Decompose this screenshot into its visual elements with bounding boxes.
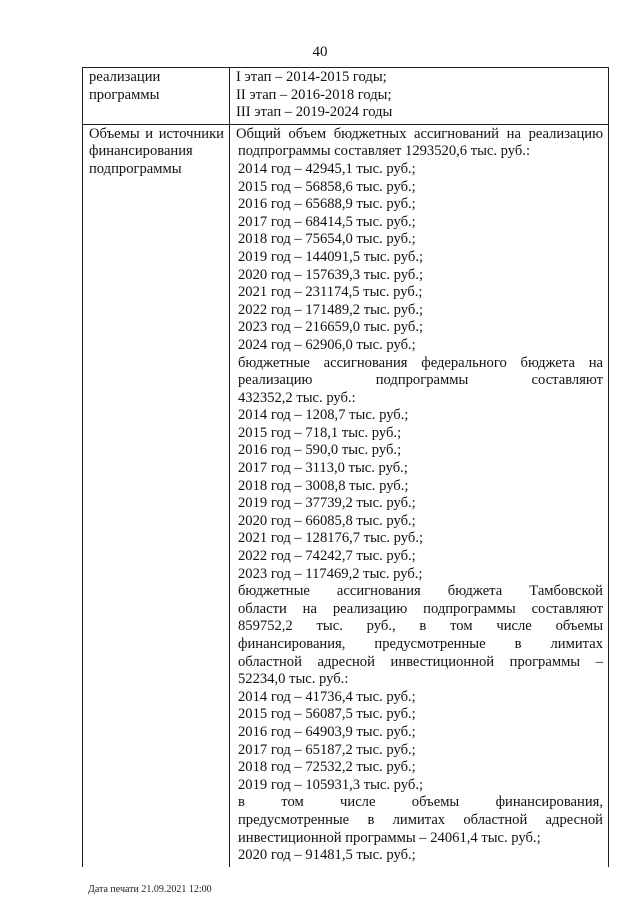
content-line: области на реализацию подпрограммы составляют: [238, 600, 603, 617]
content-line: I этап – 2014-2015 годы;: [236, 69, 387, 85]
content-line: 2015 год – 56858,6 тыс. руб.;: [238, 178, 416, 195]
row-label-cell: [83, 68, 230, 125]
content-line: 2018 год – 72532,2 тыс. руб.;: [238, 759, 416, 776]
content-line: инвестиционной программы – 24061,4 тыс. руб.;: [238, 829, 541, 846]
content-line: 2014 год – 1208,7 тыс. руб.;: [238, 407, 409, 424]
content-line: 2016 год – 590,0 тыс. руб.;: [238, 442, 402, 459]
row-label-line: реализации: [89, 69, 161, 85]
content-line: 2014 год – 42945,1 тыс. руб.;: [238, 160, 416, 177]
row-content-cell: [230, 68, 609, 125]
content-line: 2016 год – 64903,9 тыс. руб.;: [238, 723, 416, 740]
print-date-footer: Дата печати 21.09.2021 12:00: [88, 884, 212, 895]
row-label-cell: [83, 124, 230, 866]
content-line: 432352,2 тыс. руб.:: [238, 389, 356, 406]
content-line: в том числе объемы финансирования,: [238, 794, 603, 811]
row-label-line: подпрограммы: [89, 160, 182, 177]
content-line: 2016 год – 65688,9 тыс. руб.;: [238, 196, 416, 213]
content-line: областной адресной инвестиционной программы –: [238, 653, 603, 670]
content-line: III этап – 2019-2024 годы: [236, 104, 393, 121]
row-label-line: финансирования: [89, 143, 193, 160]
content-line: 2022 год – 171489,2 тыс. руб.;: [238, 301, 424, 318]
content-line: 2020 год – 91481,5 тыс. руб.;: [238, 847, 416, 864]
content-line: II этап – 2016-2018 годы;: [236, 86, 392, 103]
content-line: 859752,2 тыс. руб., в том числе объемы: [238, 618, 603, 635]
row-label-line: Объемы и источники: [89, 125, 224, 142]
table-row: [83, 124, 609, 866]
content-line: 2021 год – 231174,5 тыс. руб.;: [238, 284, 423, 301]
table-row: [83, 68, 609, 125]
content-line: 2020 год – 157639,3 тыс. руб.;: [238, 266, 424, 283]
content-line: подпрограммы составляет 1293520,6 тыс. руб.:: [238, 143, 531, 160]
content-line: 2017 год – 3113,0 тыс. руб.;: [238, 460, 408, 477]
content-line: реализацию подпрограммы составляют: [238, 372, 603, 389]
content-line: 2019 год – 105931,3 тыс. руб.;: [238, 776, 424, 793]
row-label-line: программы: [89, 86, 160, 103]
content-line: 2015 год – 718,1 тыс. руб.;: [238, 424, 402, 441]
content-line: 2023 год – 216659,0 тыс. руб.;: [238, 319, 424, 336]
content-line: 2024 год – 62906,0 тыс. руб.;: [238, 336, 416, 353]
content-line: 2023 год – 117469,2 тыс. руб.;: [238, 565, 423, 582]
content-line: 2018 год – 75654,0 тыс. руб.;: [238, 231, 416, 248]
content-line: бюджетные ассигнования бюджета Тамбовской: [238, 583, 603, 600]
content-line: 2018 год – 3008,8 тыс. руб.;: [238, 477, 409, 494]
content-line: 2019 год – 37739,2 тыс. руб.;: [238, 495, 416, 512]
program-passport-table: [82, 67, 609, 867]
content-line: 2015 год – 56087,5 тыс. руб.;: [238, 706, 416, 723]
content-line: 2017 год – 65187,2 тыс. руб.;: [238, 741, 416, 758]
content-line: 2014 год – 41736,4 тыс. руб.;: [238, 688, 416, 705]
content-line: 2017 год – 68414,5 тыс. руб.;: [238, 213, 416, 230]
content-line: предусмотренные в лимитах областной адресной: [238, 811, 603, 828]
content-line: 52234,0 тыс. руб.:: [238, 671, 349, 688]
table-body: [83, 68, 609, 867]
page-number: 40: [312, 44, 328, 60]
row-content-cell: [230, 124, 609, 866]
content-line: 2019 год – 144091,5 тыс. руб.;: [238, 248, 424, 265]
content-line: 2020 год – 66085,8 тыс. руб.;: [238, 512, 416, 529]
content-line: Общий объем бюджетных ассигнований на реализацию: [236, 125, 603, 142]
content-line: бюджетные ассигнования федерального бюджета на: [238, 354, 603, 371]
content-line: 2021 год – 128176,7 тыс. руб.;: [238, 530, 424, 547]
content-line: 2022 год – 74242,7 тыс. руб.;: [238, 548, 416, 565]
content-line: финансирования, предусмотренные в лимитах: [238, 636, 603, 652]
